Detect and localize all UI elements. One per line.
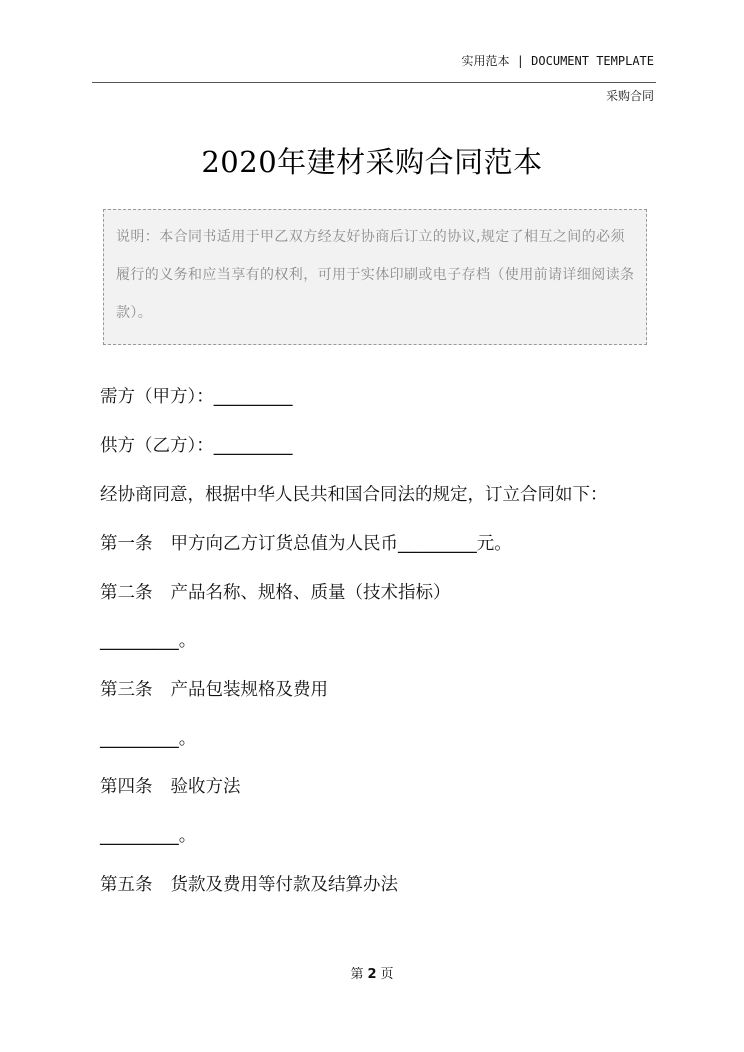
page-number: 2 xyxy=(367,967,377,982)
article-2-label: 第二条 xyxy=(100,583,153,603)
header-divider xyxy=(92,82,656,83)
header-category-label: 采购合同 xyxy=(605,89,654,103)
preamble-line: 经协商同意，根据中华人民共和国合同法的规定，订立合同如下： xyxy=(100,485,608,505)
instruction-note-text: 说明：本合同书适用于甲乙双方经友好协商后订立的协议,规定了相互之间的必须履行的义务和应当享有的权利，可用于实体印刷或电子存档（使用前请详细阅读条款）。 xyxy=(116,229,635,321)
article-1-label: 第一条 xyxy=(100,534,153,554)
article-1 xyxy=(100,530,512,555)
article-3-text: 产品包装规格及费用 xyxy=(170,680,328,700)
article-4-label: 第四条 xyxy=(100,777,153,797)
article-4 xyxy=(100,773,241,798)
document-title: 2020年建材采购合同范本 xyxy=(201,145,543,179)
article-3 xyxy=(100,676,328,701)
article-1-text: 甲方向乙方订货总值为人民币_________元。 xyxy=(170,534,512,554)
article-5-text: 货款及费用等付款及结算办法 xyxy=(170,875,398,895)
party-b-line: 供方（乙方）：_________ xyxy=(100,436,293,456)
page-footer xyxy=(0,963,744,982)
header-template-label: 实用范本 | DOCUMENT TEMPLATE xyxy=(461,54,654,68)
instruction-note-box xyxy=(103,209,647,345)
article-3-label: 第三条 xyxy=(100,680,153,700)
page-prefix: 第 xyxy=(350,967,364,982)
party-a-line: 需方（甲方）：_________ xyxy=(100,387,293,407)
article-4-text: 验收方法 xyxy=(170,777,241,797)
article-5 xyxy=(100,871,398,896)
article-2-text: 产品名称、规格、质量（技术指标） xyxy=(170,583,451,603)
article-2 xyxy=(100,579,451,604)
article-4-blank: _________。 xyxy=(100,826,197,846)
page-suffix: 页 xyxy=(380,967,394,982)
article-2-blank: _________。 xyxy=(100,631,197,651)
article-5-label: 第五条 xyxy=(100,875,153,895)
article-3-blank: _________。 xyxy=(100,729,197,749)
